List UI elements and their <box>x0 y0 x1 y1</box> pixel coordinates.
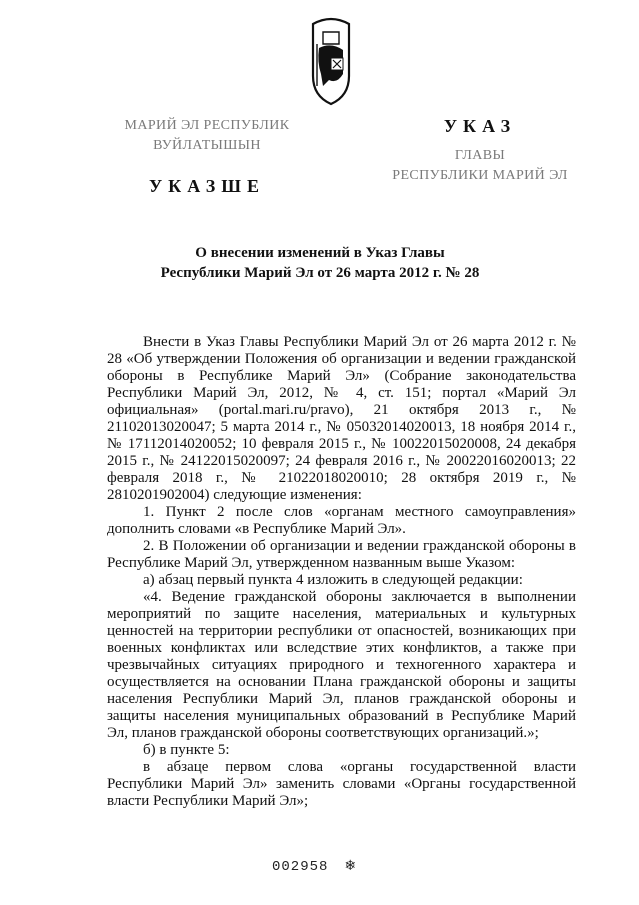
header-right-block <box>360 116 600 186</box>
header-left-title: УКАЗШЕ <box>148 176 266 196</box>
document-body <box>107 334 576 810</box>
coat-of-arms-emblem <box>301 14 361 108</box>
header-left-block <box>102 116 312 196</box>
footer-serial <box>272 858 357 875</box>
paragraph-item-1: 1. Пункт 2 после слов «органам местного самоуправления» дополнить словами «в Республике Марий Эл». <box>107 504 576 537</box>
header-right-title: УКАЗ <box>443 116 517 136</box>
document-title-line2: Республики Марий Эл от 26 марта 2012 г. № 28 <box>160 265 480 281</box>
paragraph-item-2: 2. В Положении об организации и ведении гражданской обороны в Республике Марий Эл, утвержденном названным выше Указом: <box>107 538 576 571</box>
serial-number: 002958 <box>272 859 329 875</box>
paragraph-quote-4: «4. Ведение гражданской обороны заключается в выполнении мероприятий по защите населения, материальных и культурных ценностей на территории республики от опасностей, возникающих при военных конфликтах или вследствие этих конфликтов, а также при чрезвычайных ситуациях природного и техногенного характера и осуществляется на основании Плана гражданской обороны и защиты населения Республики Марий Эл, планов гражданской обороны и защиты населения муниципальных образований в Республике Марий Эл, планов гражданской обороны соответствующих организаций.»; <box>107 589 576 741</box>
document-title-line1: О внесении изменений в Указ Главы <box>195 245 445 261</box>
header-left-line1: МАРИЙ ЭЛ РЕСПУБЛИК <box>124 118 290 133</box>
header-left-line2: ВУЙЛАТЫШЫН <box>153 138 261 153</box>
paragraph-sub-b: б) в пункте 5: <box>143 742 230 758</box>
snowflake-icon: ❄ <box>344 858 358 874</box>
paragraph-intro: Внести в Указ Главы Республики Марий Эл от 26 марта 2012 г. № 28 «Об утверждении Положения об организации и ведении гражданской обороны в Республике Марий Эл» (Собрание законодательства Республики Марий Эл, 2012, № 4, ст. 151; портал «Марий Эл официальная» (portal.mari.ru/pravo), 21 октября 2013 г., № 21102013020047; 5 марта 2014 г., № 05032014020013, 18 ноября 2014 г., № 17112014020052; 10 февраля 2015 г., № 10022015020008, 24 декабря 2015 г., № 24122015020097; 24 февраля 2016 г., № 20022016020013; 22 февраля 2018 г., № 21022018020010; 28 октября 2019 г., № 2810201902004) следующие изменения: <box>107 334 576 503</box>
document-title <box>120 243 520 283</box>
paragraph-replacement: в абзаце первом слова «органы государственной власти Республики Марий Эл» заменить словами «Органы государственной власти Республики Марий Эл»; <box>107 759 576 809</box>
header-right-line2: РЕСПУБЛИКИ МАРИЙ ЭЛ <box>392 168 568 183</box>
paragraph-sub-a: а) абзац первый пункта 4 изложить в следующей редакции: <box>143 572 523 588</box>
header-right-line1: ГЛАВЫ <box>454 148 506 163</box>
